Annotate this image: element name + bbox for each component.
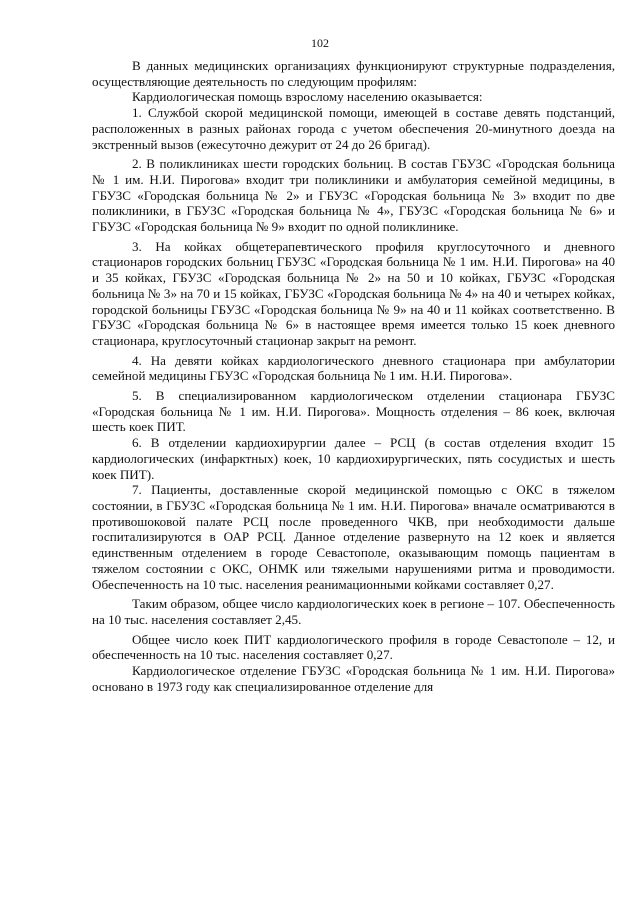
paragraph-department: Кардиологическое отделение ГБУЗС «Городская больница № 1 им. Н.И. Пирогова» основано в 1973 году как специализированное отделение для <box>92 663 615 694</box>
paragraph-cardio-help: Кардиологическая помощь взрослому населению оказывается: <box>132 89 483 105</box>
paragraph-item-6: 6. В отделении кардиохирургии далее – РСЦ (в состав отделения входит 15 кардиологических (инфарктных) коек, 10 кардиохирургических, пять сосудистых и шесть коек ПИТ). <box>92 435 615 482</box>
paragraph-item-1: 1. Службой скорой медицинской помощи, имеющей в составе девять подстанций, расположенных в разных районах города с учетом обеспечения 20-минутного доезда на экстренный вызов (ежесуточно дежурит от 24 до 26 бригад). <box>92 105 615 152</box>
paragraph-total-beds: Таким образом, общее число кардиологических коек в регионе – 107. Обеспеченность на 10 тыс. населения составляет 2,45. <box>92 596 615 627</box>
document-body <box>92 58 615 694</box>
paragraph-item-7: 7. Пациенты, доставленные скорой медицинской помощью с ОКС в тяжелом состоянии, в ГБУЗС «Городская больница № 1 им. Н.И. Пирогова» вначале осматриваются в противошоковой палате РСЦ после проведенного ЧКВ, при необходимости дальше госпитализируются в ОАР РСЦ. Данное отделение развернуто на 12 коек и является единственным отделением в городе Севастополе, оказывающим помощь пациентам в тяжелом состоянии с ОКС, ОНМК или тяжелыми нарушениями ритма и проводимости. Обеспеченность на 10 тыс. населения реанимационными койками составляет 0,27. <box>92 482 615 592</box>
paragraph-pit-beds: Общее число коек ПИТ кардиологического профиля в городе Севастополе – 12, и обеспеченность на 10 тыс. населения составляет 0,27. <box>92 631 615 663</box>
paragraph-item-5: 5. В специализированном кардиологическом отделении стационара ГБУЗС «Городская больница № 1 им. Н.И. Пирогова». Мощность отделения – 86 коек, включая шесть коек ПИТ. <box>92 388 615 435</box>
page-number: 102 <box>311 36 329 50</box>
paragraph-item-2: 2. В поликлиниках шести городских больниц. В состав ГБУЗС «Городская больница № 1 им. Н.И. Пирогова» входит три поликлиники и амбулатория семейной медицины, в ГБУЗС «Городская больница № 2» и ГБУЗС «Городская больница № 3» входит по две поликлиники, в ГБУЗС «Городская больница № 4», ГБУЗС «Городская больница № 6» и ГБУЗС «Городская больница № 9» входит по одной поликлинике. <box>92 156 615 235</box>
paragraph-item-3: 3. На койках общетерапевтического профиля круглосуточного и дневного стационаров городских больниц ГБУЗС «Городская больница № 1 им. Н.И. Пирогова» на 40 и 35 койках, ГБУЗС «Городская больница № 2» на 50 и 10 койках, ГБУЗС «Городская больница № 3» на 70 и 15 койках, ГБУЗС «Городская больница № 4» на 40 и четырех койках, городской больницы ГБУЗС «Городская больница № 9» на 40 и 11 койках соответственно. В ГБУЗС «Городская больница № 6» в настоящее время имеется только 15 коек дневного стационара, круглосуточный стационар закрыт на ремонт. <box>92 238 615 348</box>
paragraph-item-4: 4. На девяти койках кардиологического дневного стационара при амбулатории семейной медицины ГБУЗС «Городская больница № 1 им. Н.И. Пирогова». <box>92 352 615 384</box>
paragraph-intro: В данных медицинских организациях функционируют структурные подразделения, осуществляющие деятельность по следующим профилям: <box>92 58 615 89</box>
